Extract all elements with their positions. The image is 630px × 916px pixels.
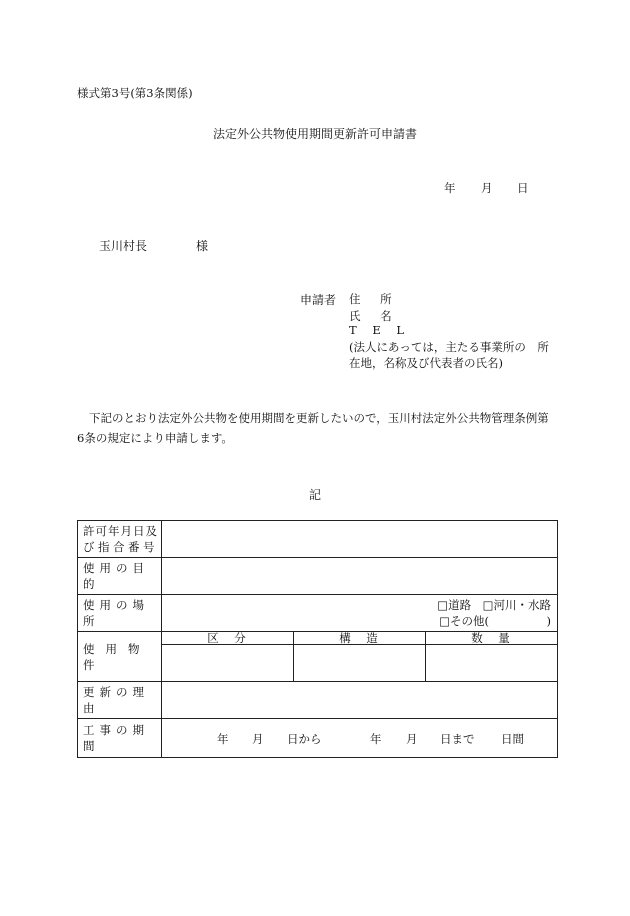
purpose-label-cell: [78, 558, 162, 595]
reason-label-cell: [78, 682, 162, 719]
category-header: 区 分: [162, 632, 294, 645]
permit-number-field[interactable]: [162, 521, 558, 558]
permit-label-line2: び指合番号: [83, 540, 158, 554]
period-label: 工事の期間: [83, 723, 149, 753]
permit-label-line1: 許可年月日及: [83, 524, 158, 538]
quantity-field[interactable]: [426, 645, 558, 682]
date-month: 月: [481, 181, 493, 195]
period-from-day: 日から: [287, 732, 322, 746]
reason-label: 更新の理由: [83, 685, 149, 715]
applicant-address-label: 住 所: [349, 292, 400, 306]
addressee-name: 玉川村長: [99, 239, 148, 253]
place-options-line2[interactable]: □その他( ): [439, 614, 552, 628]
form-title: 法定外公共物使用期間更新許可申請書: [212, 127, 417, 141]
table-row: [78, 682, 558, 719]
table-row: [78, 521, 558, 558]
period-to-month: 月: [406, 732, 418, 746]
period-field[interactable]: [162, 719, 558, 758]
applicant-label: 申請者: [300, 293, 337, 307]
place-field[interactable]: [162, 595, 558, 632]
table-row: [78, 595, 558, 632]
place-label: 使用の場所: [83, 598, 149, 628]
applicant-tel-label: T E L: [349, 323, 411, 337]
applicant-note-line2: 在地，名称及び代表者の氏名): [349, 356, 503, 370]
application-statement: 下記のとおり法定外公共物を使用期間を更新したいので，玉川村法定外公共物管理条例第6条の規定により申請します。: [77, 411, 549, 445]
reason-field[interactable]: [162, 682, 558, 719]
item-label-cell: [78, 632, 162, 682]
table-row: [78, 719, 558, 758]
period-label-cell: [78, 719, 162, 758]
applicant-name-label: 氏 名: [349, 309, 400, 323]
period-days: 日間: [501, 732, 524, 746]
ki-heading: 記: [308, 488, 321, 502]
period-from-month: 月: [252, 732, 264, 746]
purpose-label: 使用の目的: [83, 561, 149, 591]
date-year: 年: [444, 181, 456, 195]
addressee-honorific: 様: [196, 239, 209, 253]
application-details-table: [77, 520, 558, 758]
date-day: 日: [517, 181, 529, 195]
table-row: [78, 632, 558, 645]
structure-header: 構 造: [294, 632, 426, 645]
applicant-note-line1: (法人にあっては，主たる事業所の 所: [349, 340, 549, 354]
table-row: [78, 558, 558, 595]
category-field[interactable]: [162, 645, 294, 682]
place-label-cell: [78, 595, 162, 632]
form-number: 様式第3号(第3条関係): [77, 86, 193, 100]
place-options-line1[interactable]: □道路 □河川・水路: [437, 598, 552, 612]
structure-field[interactable]: [294, 645, 426, 682]
period-from-year: 年: [217, 732, 229, 746]
quantity-header: 数 量: [426, 632, 558, 645]
item-label: 使用物件: [83, 641, 151, 672]
period-to-day: 日まで: [440, 732, 475, 746]
purpose-field[interactable]: [162, 558, 558, 595]
period-to-year: 年: [370, 732, 382, 746]
permit-number-label: [78, 521, 162, 558]
